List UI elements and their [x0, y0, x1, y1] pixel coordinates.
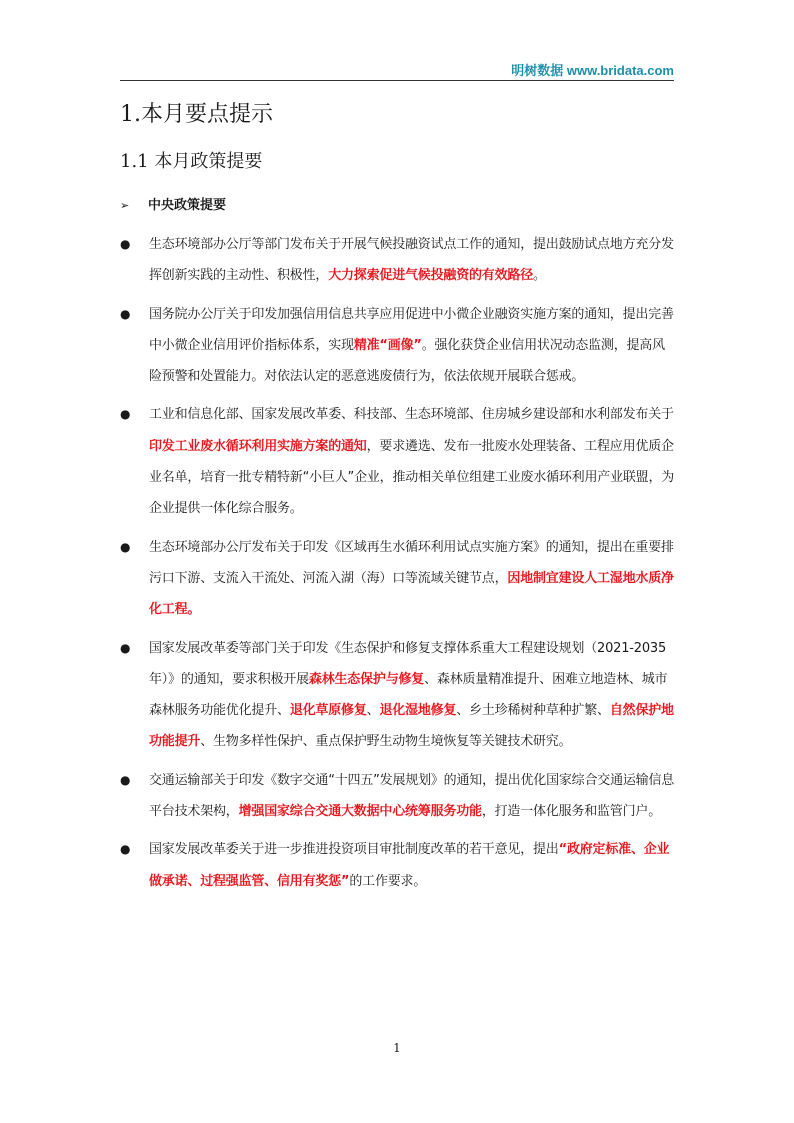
list-item: [120, 229, 676, 292]
highlighted-text: 大力探索促进气候投融资的有效路径: [328, 268, 534, 284]
item-text: ，打造一体化服务和监管门户。: [481, 804, 662, 820]
arrow-bullet-icon: ➢: [120, 199, 130, 212]
item-text: 、乡土珍稀树种草种扩繁、: [456, 703, 610, 719]
highlighted-text: 精准“画像”: [353, 337, 422, 353]
item-text: 国务院办公厅关于印发加强信用信息共享应用促进中小微企业融资实施方案的通知，提出完善中小微企业信用评价指标体系，实现: [149, 306, 674, 353]
page-header: [120, 56, 674, 81]
item-text: 交通运输部关于印发《数字交通“十四五”发展规划》的通知，提出优化国家综合交通运输信息平台技术架构，: [149, 772, 675, 820]
item-text: 国家发展改革委关于进一步推进投资项目审批制度改革的若干意见，提出: [149, 842, 559, 858]
bullet-icon: ●: [120, 640, 131, 655]
list-item: [120, 765, 676, 828]
item-text: 工业和信息化部、国家发展改革委、科技部、生态环境部、住房城乡建设部和水利部发布关于: [149, 407, 674, 423]
subsection-title: 1.1 本月政策提要: [120, 151, 263, 172]
highlighted-text: 印发工业废水循环利用实施方案的通知: [149, 438, 367, 454]
item-text: ，要求遴选、发布一批废水处理装备、工程应用优质企业名单，培育一批专精特新“小巨人”企业，推动相关单位组建工业废水循环利用产业联盟，为企业提供一体化综合服务。: [149, 438, 675, 517]
bullet-icon: ●: [120, 306, 131, 321]
highlighted-text: 退化草原修复: [289, 703, 367, 719]
highlighted-text: “政府定标准、企业做承诺、过程强监管、信用有奖惩”: [149, 842, 670, 889]
item-text: 生态环境部办公厅等部门发布关于开展气候投融资试点工作的通知，提出鼓励试点地方充分发挥创新实践的主动性、积极性，: [149, 237, 674, 284]
sub-section-heading: [120, 194, 226, 213]
item-text: 、森林质量精准提升、困难立地造林、城市森林服务功能优化提升、: [149, 671, 668, 719]
item-text: 的工作要求。: [349, 873, 427, 889]
highlighted-text: 增强国家综合交通大数据中心统筹服务功能: [238, 804, 482, 820]
bullet-icon: ●: [120, 842, 131, 857]
item-text: 生态环境部办公厅发布关于印发《区域再生水循环利用试点实施方案》的通知，提出在重要排污口下游、支流入干流处、河流入湖（海）口等流域关键节点，: [149, 539, 674, 586]
list-item: [120, 399, 676, 524]
item-text: 国家发展改革委等部门关于印发《生态保护和修复支撑体系重大工程建设规划（2021-2035 年）》的通知，要求积极开展: [149, 640, 667, 687]
item-text: 。: [533, 268, 546, 284]
highlighted-text: 森林生态保护与修复: [308, 671, 425, 687]
highlighted-text: 自然保护地功能提升: [149, 703, 674, 750]
policy-list: [120, 229, 676, 904]
bullet-icon: ●: [120, 539, 131, 554]
section-title: 1.本月要点提示: [120, 102, 273, 127]
brand-text: 明树数据 www.bridata.com: [511, 63, 674, 78]
list-item: [120, 299, 676, 393]
sub-section-title: 中央政策提要: [148, 198, 227, 213]
item-text: 。强化获贷企业信用状况动态监测，提高风险预警和处置能力。对依法认定的恶意逃废债行为，依法依规开展联合惩戒。: [149, 337, 665, 385]
highlighted-text: 因地制宜建设人工湿地水质净化工程。: [149, 570, 674, 618]
page-number: 1: [393, 1041, 401, 1055]
bullet-icon: ●: [120, 237, 131, 251]
list-item: [120, 633, 676, 758]
list-item: [120, 532, 676, 626]
highlighted-text: 退化湿地修复: [379, 703, 457, 719]
bullet-icon: ●: [120, 772, 131, 787]
item-text: 、生物多样性保护、重点保护野生动物生境恢复等关键技术研究。: [200, 734, 572, 750]
bullet-icon: ●: [120, 407, 131, 422]
list-item: [120, 834, 676, 897]
item-text: 、: [366, 703, 380, 719]
